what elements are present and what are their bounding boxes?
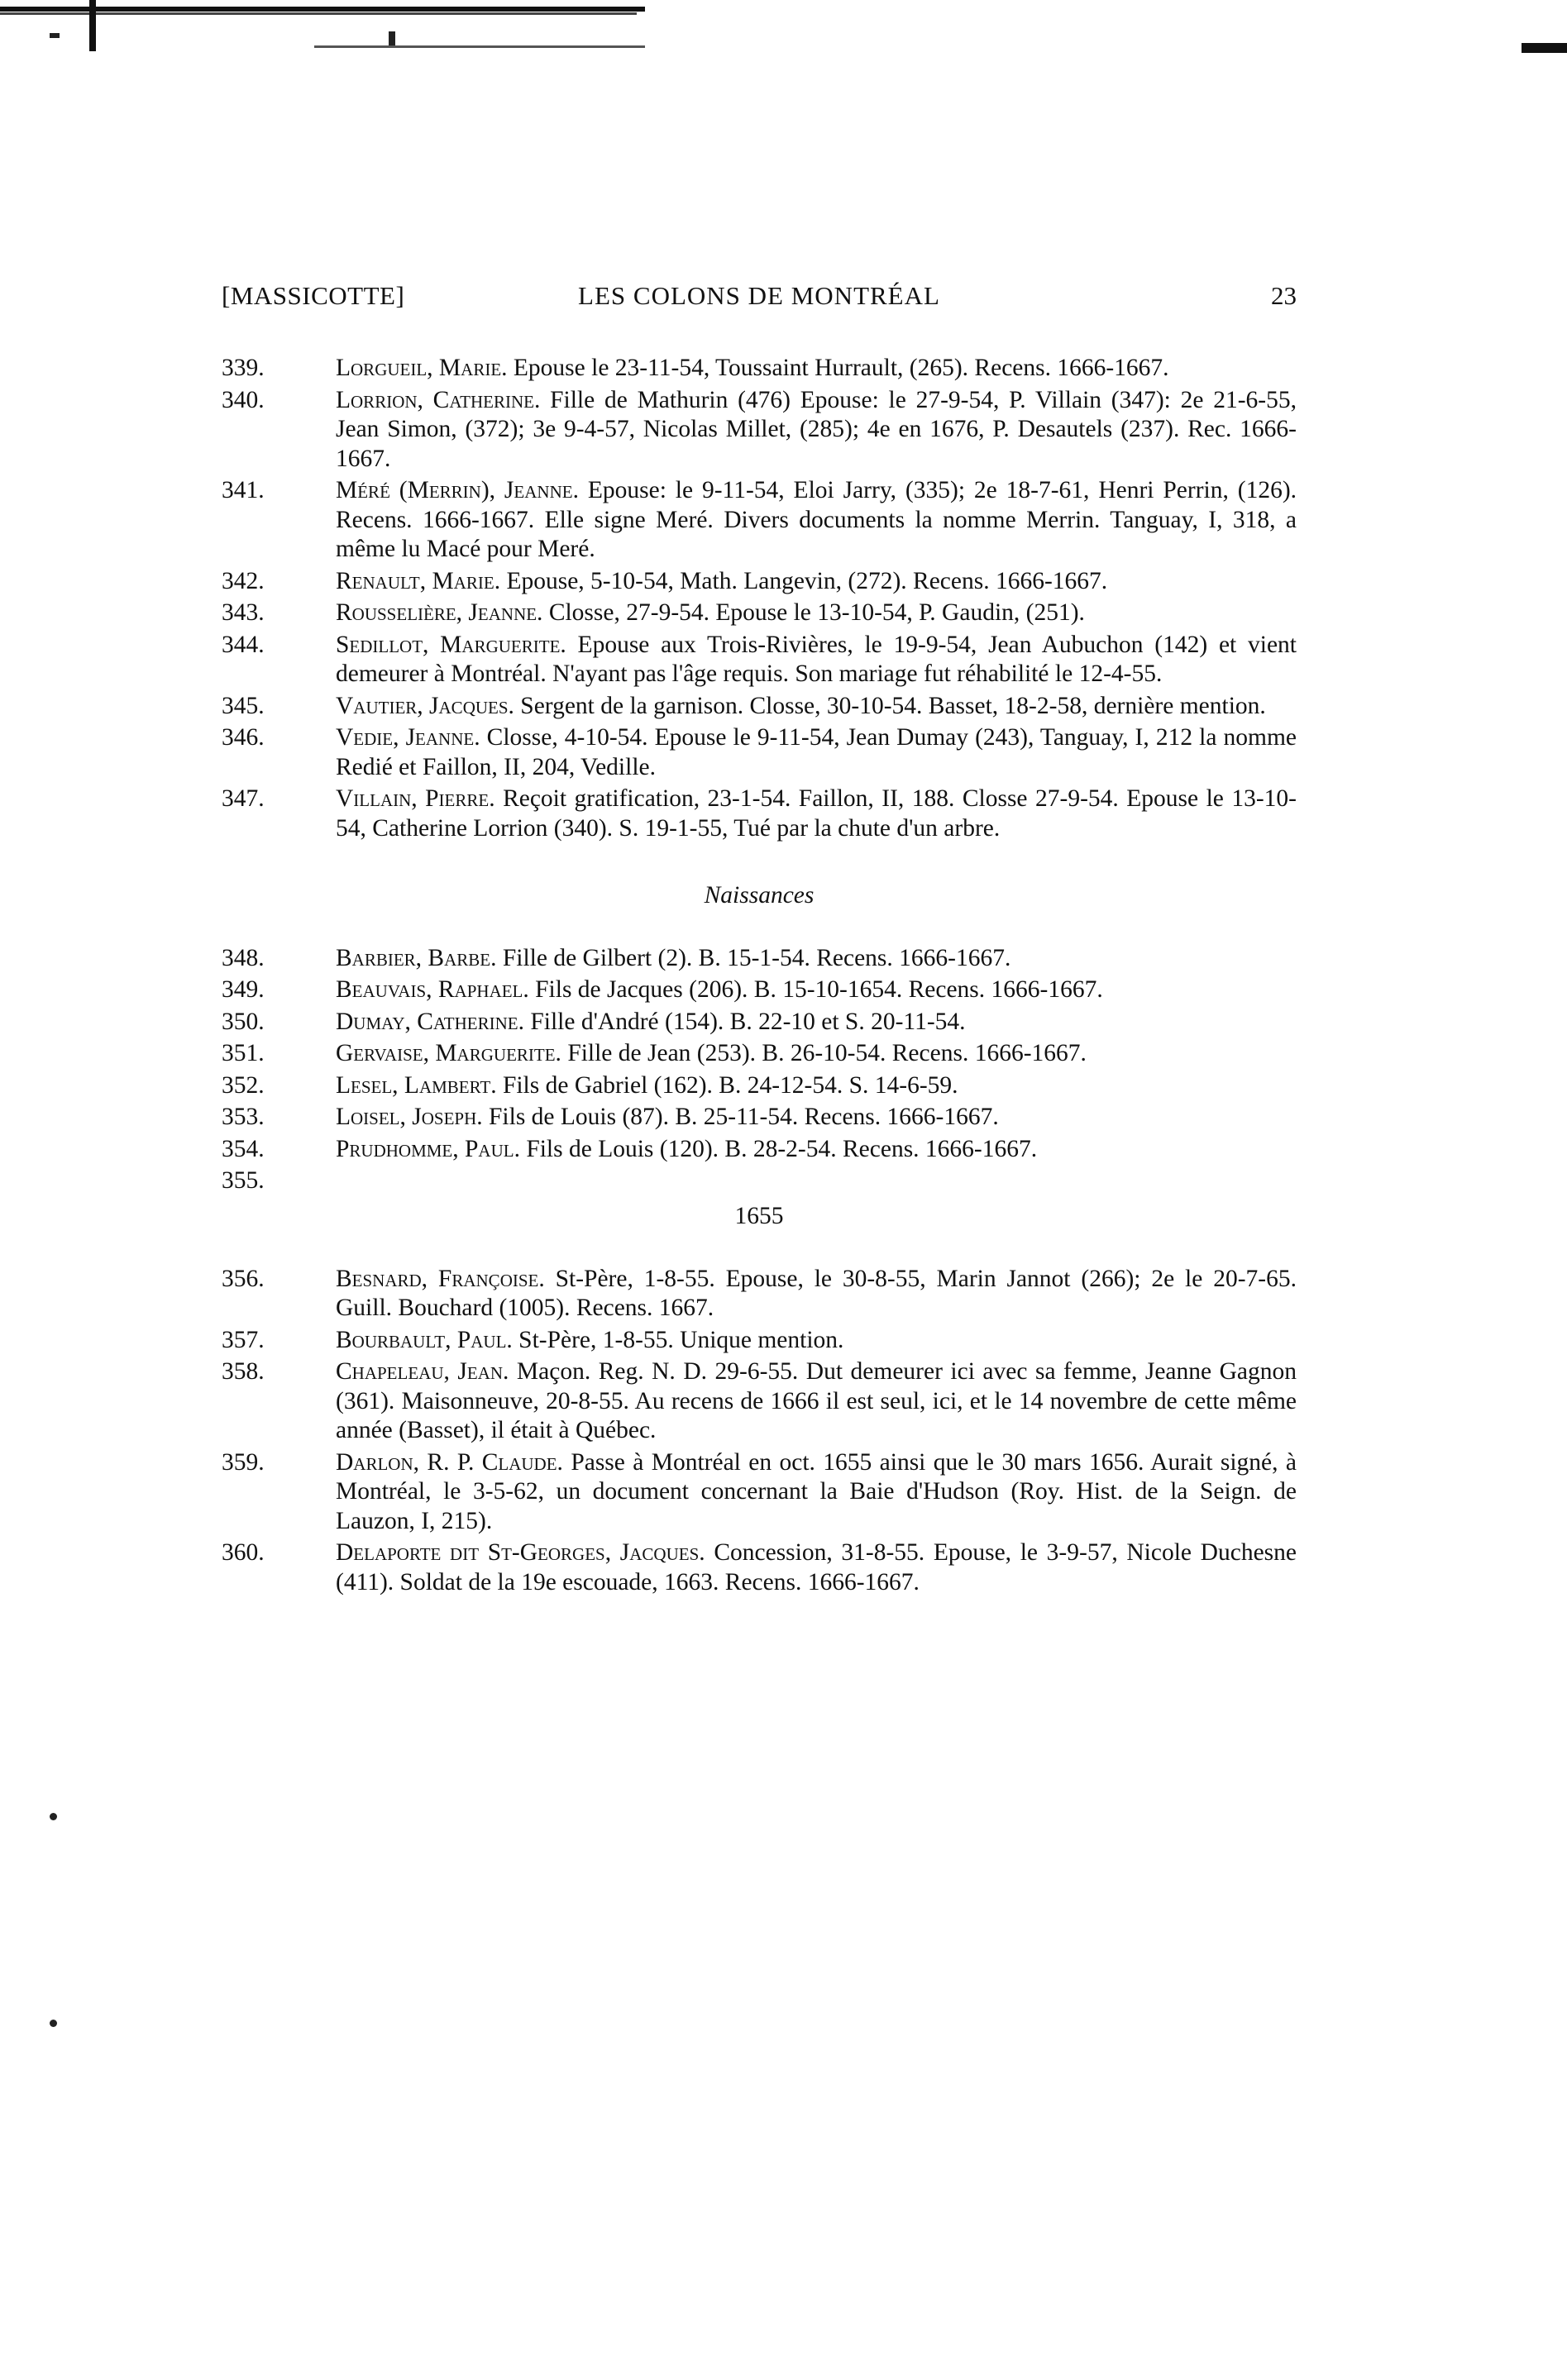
entries-part2	[222, 944, 1297, 1194]
entry-name: Dumay, Catherine.	[336, 1008, 524, 1035]
entry-number: 353.	[222, 1104, 265, 1130]
entry-name: Lorrion, Catherine.	[336, 386, 541, 413]
entry-text: Fils de Louis (120). B. 28-2-54. Recens. 1666-1667.	[526, 1135, 1038, 1162]
entry-number: 341.	[222, 477, 265, 503]
page-number: 23	[1271, 281, 1297, 310]
entry-name: Sedillot, Marguerite.	[336, 631, 566, 658]
entry	[222, 386, 1297, 475]
entry-text: Closse, 27-9-54. Epouse le 13-10-54, P. Gaudin, (251).	[548, 599, 1085, 626]
entry-name: Barbier, Barbe.	[336, 944, 497, 971]
entry-number: 350.	[222, 1008, 265, 1035]
entry-name: Renault, Marie.	[336, 567, 501, 594]
page-header	[222, 281, 1297, 317]
entry-name: Chapeleau, Jean.	[336, 1358, 509, 1385]
entry	[222, 944, 1297, 974]
entry-text: Epouse aux Trois-Rivières, le 19-9-54, Jean Aubuchon (142) et vient demeurer à Montréal. N'ayant pas l'âge requis. Son mariage fut réhabilité le 12-4-55.	[336, 631, 1297, 687]
entry	[222, 1538, 1297, 1597]
entry-text: Epouse, 5-10-54, Math. Langevin, (272). Recens. 1666-1667.	[506, 567, 1108, 594]
entry	[222, 692, 1297, 722]
margin-bullet	[50, 2020, 57, 2027]
entry-text: Sergent de la garnison. Closse, 30-10-54. Basset, 18-2-58, dernière mention.	[520, 692, 1266, 719]
entry-number: 352.	[222, 1071, 265, 1099]
entry-number: 340.	[222, 386, 265, 413]
entries-part1	[222, 354, 1297, 843]
entry-name: Rousselière, Jeanne.	[336, 599, 543, 626]
entry-name: Villain, Pierre.	[336, 785, 495, 812]
entry-name: Loisel, Joseph.	[336, 1104, 483, 1130]
entry	[222, 975, 1297, 1005]
entry-number: 342.	[222, 567, 265, 594]
entry-text: Maçon. Reg. N. D. 29-6-55. Dut demeurer ici avec sa femme, Jeanne Gagnon (361). Maisonneuve, 20-8-55. Au recens de 1666 il est seul, ici, et le 14 novembre de cette même année (Basset), il était à Québec.	[336, 1358, 1297, 1443]
entry-text: Epouse: le 9-11-54, Eloi Jarry, (335); 2e 18-7-61, Henri Perrin, (126). Recens. 1666-1667. Elle signe Meré. Divers documents la nomme Merrin. Tanguay, I, 318, a même lu Macé pour Meré.	[336, 477, 1297, 562]
entry-number: 354.	[222, 1135, 265, 1162]
entry-text: St-Père, 1-8-55. Unique mention.	[518, 1326, 844, 1353]
entry	[222, 1135, 1297, 1165]
entry-name: Vautier, Jacques.	[336, 692, 514, 719]
entry-text: Fille de Mathurin (476) Epouse: le 27-9-54, P. Villain (347): 2e 21-6-55, Jean Simon, (372); 3e 9-4-57, Nicolas Millet, (285); 4e en 1676, P. Desautels (237). Rec. 1666-1667.	[336, 386, 1297, 472]
entry-text: Fille de Gilbert (2). B. 15-1-54. Recens. 1666-1667.	[502, 944, 1011, 971]
entry-text: Fils de Gabriel (162). B. 24-12-54. S. 14-6-59.	[502, 1071, 958, 1099]
entry-name: Lesel, Lambert.	[336, 1071, 497, 1099]
entry	[222, 1071, 1297, 1101]
entry-number: 360.	[222, 1539, 265, 1566]
entry-text: St-Père, 1-8-55. Epouse, le 30-8-55, Marin Jannot (266); 2e le 20-7-65. Guill. Bouchard (1005). Recens. 1667.	[336, 1265, 1297, 1321]
entry-name: Bourbault, Paul.	[336, 1326, 513, 1353]
entry-text: Fils de Jacques (206). B. 15-10-1654. Recens. 1666-1667.	[535, 976, 1103, 1003]
entry-name: Méré (Merrin), Jeanne.	[336, 477, 579, 503]
section-heading-year: 1655	[734, 1203, 784, 1229]
entry	[222, 785, 1297, 843]
entry-name: Beauvais, Raphael.	[336, 976, 529, 1003]
entry	[222, 1448, 1297, 1537]
entry-text: Epouse le 23-11-54, Toussaint Hurrault, (265). Recens. 1666-1667.	[513, 355, 1169, 381]
entry-name: Lorgueil, Marie.	[336, 355, 508, 381]
entry	[222, 723, 1297, 782]
entry-number: 357.	[222, 1326, 265, 1353]
entry	[222, 476, 1297, 565]
running-head-left: [MASSICOTTE]	[222, 281, 405, 310]
entry-text: Reçoit gratification, 23-1-54. Faillon, II, 188. Closse 27-9-54. Epouse le 13-10-54, Catherine Lorrion (340). S. 19-1-55, Tué par la chute d'un arbre.	[336, 785, 1297, 842]
entry	[222, 1326, 1297, 1356]
entry-number: 358.	[222, 1358, 265, 1385]
entry-text: Passe à Montréal en oct. 1655 ainsi que le 30 mars 1656. Aurait signé, à Montréal, le 3-5-62, un document concernant la Baie d'Hudson (Roy. Hist. de la Seign. de Lauzon, I, 215).	[336, 1448, 1297, 1534]
entry-name: Prudhomme, Paul.	[336, 1135, 520, 1162]
entry-name: Vedie, Jeanne.	[336, 724, 480, 751]
entries-part3	[222, 1265, 1297, 1598]
entry-number: 347.	[222, 785, 265, 812]
entry	[222, 1039, 1297, 1069]
entry	[222, 1103, 1297, 1133]
entry-number: 359.	[222, 1448, 265, 1476]
entry-number: 345.	[222, 692, 265, 719]
entry-number: 343.	[222, 599, 265, 626]
entry-number: 349.	[222, 976, 265, 1003]
entry-number: 339.	[222, 355, 265, 381]
entry	[222, 1357, 1297, 1446]
entry-text: Fille d'André (154). B. 22-10 et S. 20-11-54.	[530, 1008, 966, 1035]
entry	[222, 354, 1297, 384]
entry-text: Fille de Jean (253). B. 26-10-54. Recens. 1666-1667.	[567, 1040, 1087, 1066]
entry-name: Darlon, R. P. Claude.	[336, 1448, 563, 1476]
entry	[222, 1008, 1297, 1037]
running-head-title: LES COLONS DE MONTRÉAL	[578, 281, 940, 310]
entry	[222, 599, 1297, 628]
section-heading-naissances: Naissances	[704, 882, 815, 909]
entry-number: 346.	[222, 724, 265, 751]
entry-number: 356.	[222, 1265, 265, 1292]
entry-text: Fils de Louis (87). B. 25-11-54. Recens. 1666-1667.	[489, 1104, 999, 1130]
margin-bullet	[50, 1813, 57, 1820]
entry-number: 344.	[222, 631, 265, 658]
entry-name: Delaporte dit St-Georges, Jacques.	[336, 1539, 705, 1566]
entry	[222, 567, 1297, 597]
entry-text: Concession, 31-8-55. Epouse, le 3-9-57, Nicole Duchesne (411). Soldat de la 19e escouade, 1663. Recens. 1666-1667.	[336, 1539, 1297, 1595]
entry-number: 351.	[222, 1040, 265, 1066]
entry-name: Besnard, Françoise.	[336, 1265, 545, 1292]
scan-marks	[0, 0, 1567, 91]
entry-number: 348.	[222, 944, 265, 971]
entry	[222, 631, 1297, 689]
entry-number: 355.	[222, 1167, 265, 1194]
entry-name: Gervaise, Marguerite.	[336, 1040, 561, 1066]
entry	[222, 1265, 1297, 1324]
entry-text: Closse, 4-10-54. Epouse le 9-11-54, Jean Dumay (243), Tanguay, I, 212 la nomme Redié et Faillon, II, 204, Vedille.	[336, 724, 1297, 780]
page-body	[222, 354, 1297, 1600]
